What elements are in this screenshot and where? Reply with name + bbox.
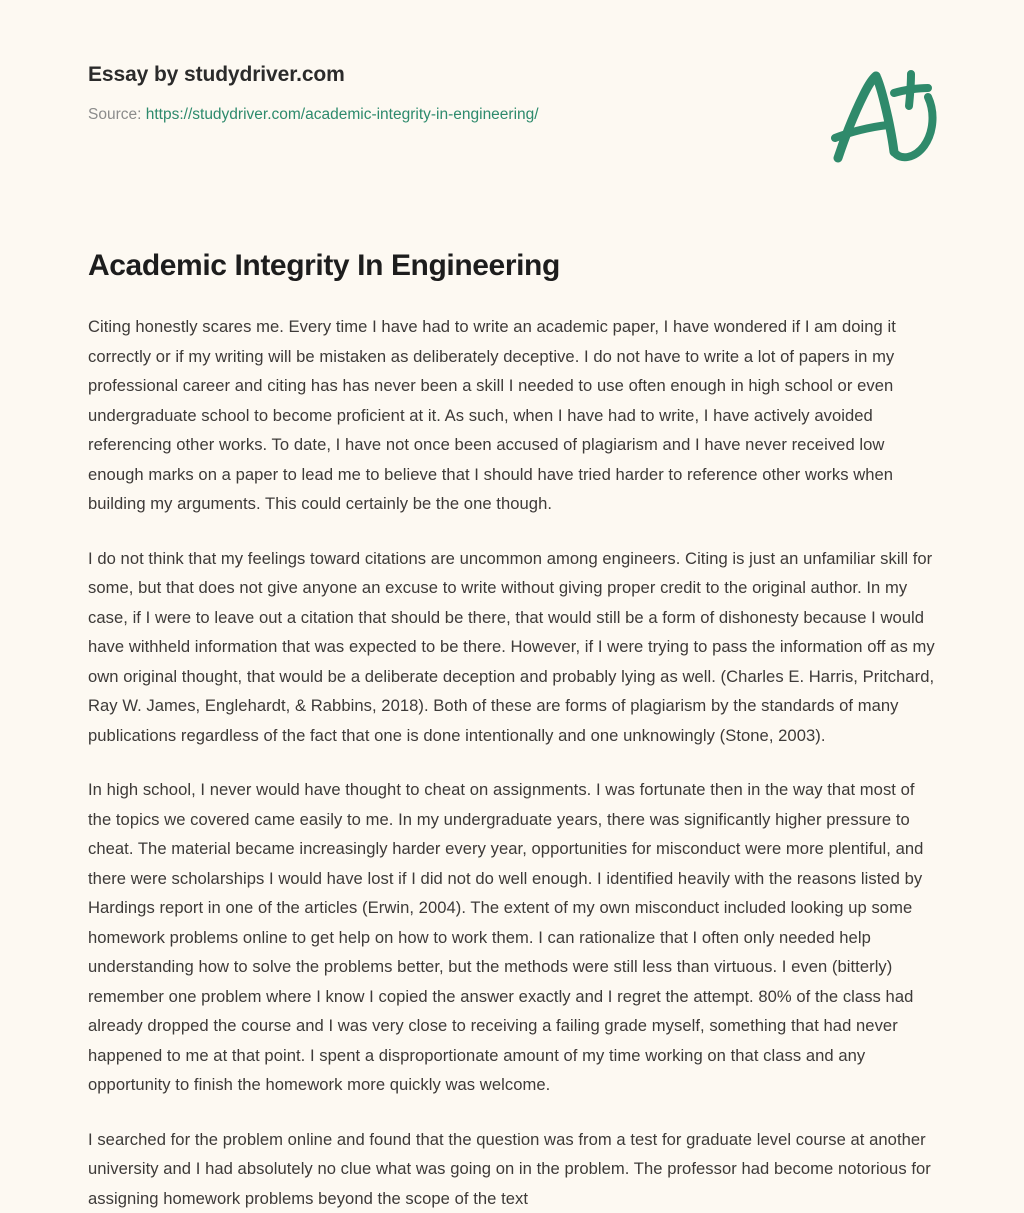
page-header <box>88 62 944 182</box>
article <box>88 248 942 1213</box>
paragraph: I do not think that my feelings toward citations are uncommon among engineers. Citing is just an unfamiliar skill for some, but that does not give anyone an excuse to write without giving proper credit to the original author. In my case, if I were to leave out a citation that should be there, that would still be a form of dishonesty because I would have withheld information that was expected to be there. However, if I were trying to pass the information off as my own original thought, that would be a deliberate deception and probably lying as well. (Charles E. Harris, Pritchard, Ray W. James, Englehardt, & Rabbins, 2018). Both of these are forms of plagiarism by the standards of many publications regardless of the fact that one is done intentionally and one unknowingly (Stone, 2003). <box>88 544 942 751</box>
brand-byline: Essay by studydriver.com <box>88 62 944 87</box>
a-plus-icon <box>818 60 948 180</box>
source-line <box>88 105 944 125</box>
page-title: Academic Integrity In Engineering <box>88 248 942 284</box>
article-body <box>88 312 942 1213</box>
paragraph: I searched for the problem online and found that the question was from a test for graduate level course at another university and I had absolutely no clue what was going on in the problem. The professor had become notorious for assigning homework problems beyond the scope of the text <box>88 1125 942 1213</box>
source-url-link[interactable]: https://studydriver.com/academic-integrity-in-engineering/ <box>146 106 539 123</box>
source-label: Source: <box>88 106 141 123</box>
paragraph: Citing honestly scares me. Every time I have had to write an academic paper, I have wondered if I am doing it correctly or if my writing will be mistaken as deliberately deceptive. I do not have to write a lot of papers in my professional career and citing has has never been a skill I needed to use often enough in high school or even undergraduate school to become proficient at it. As such, when I have had to write, I have actively avoided referencing other works. To date, I have not once been accused of plagiarism and I have never received low enough marks on a paper to lead me to believe that I should have tried harder to reference other works when building my arguments. This could certainly be the one though. <box>88 312 942 519</box>
paragraph: In high school, I never would have thought to cheat on assignments. I was fortunate then in the way that most of the topics we covered came easily to me. In my undergraduate years, there was significantly higher pressure to cheat. The material became increasingly harder every year, opportunities for misconduct were more plentiful, and there were scholarships I would have lost if I did not do well enough. I identified heavily with the reasons listed by Hardings report in one of the articles (Erwin, 2004). The extent of my own misconduct included looking up some homework problems online to get help on how to work them. I can rationalize that I often only needed help understanding how to solve the problems better, but the methods were still less than virtuous. I even (bitterly) remember one problem where I know I copied the answer exactly and I regret the attempt. 80% of the class had already dropped the course and I was very close to receiving a failing grade myself, something that had never happened to me at that point. I spent a disproportionate amount of my time working on that class and any opportunity to finish the homework more quickly was welcome. <box>88 775 942 1100</box>
studydriver-logo[interactable] <box>818 60 948 180</box>
